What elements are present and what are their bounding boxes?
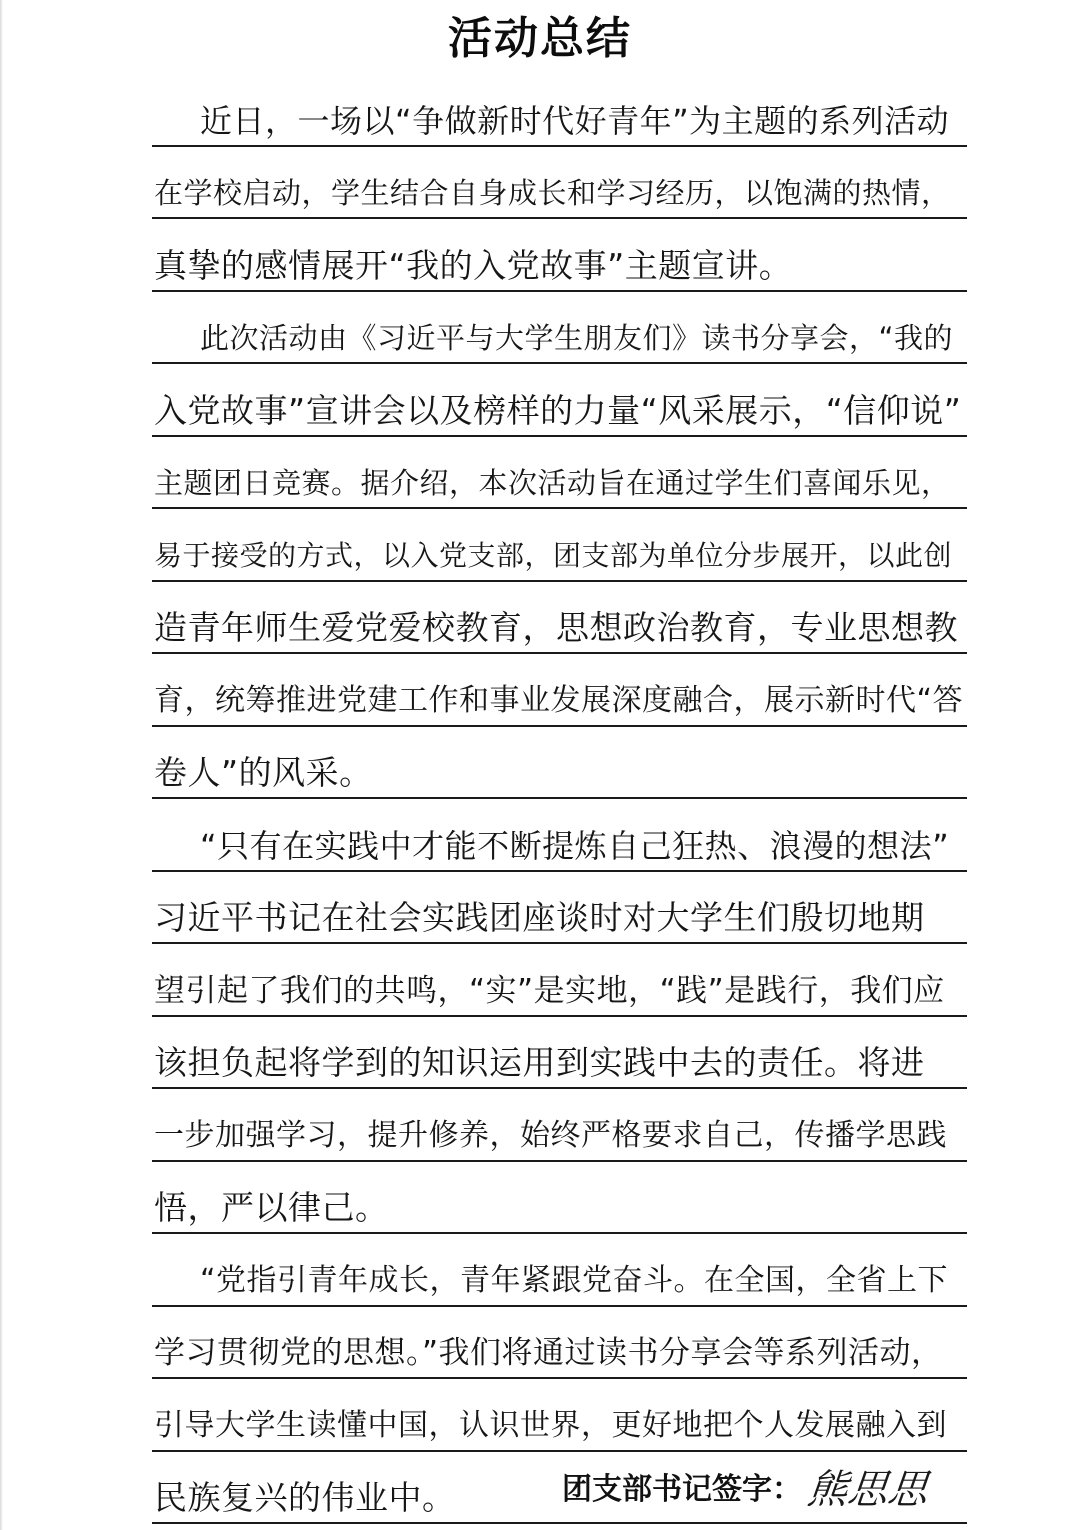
ruled-line	[152, 437, 967, 510]
handwritten-line: 在学校启动，学生结合自身成长和学习经历，以饱满的热情，	[154, 176, 951, 210]
handwritten-line: 卷人”的风采。	[154, 753, 373, 792]
page-title: 活动总结	[448, 13, 632, 64]
ruled-line	[152, 1017, 967, 1090]
signature-block	[562, 1456, 931, 1516]
ruled-line	[152, 654, 967, 727]
ruled-line	[152, 509, 967, 582]
handwritten-body	[152, 74, 967, 1524]
ruled-line	[152, 872, 967, 945]
signature-label: 团支部书记签字：	[562, 1472, 802, 1507]
ruled-line	[152, 1162, 967, 1235]
handwritten-line: 真挚的感情展开“我的入党故事”主题宣讲。	[154, 245, 793, 285]
handwritten-line: “只有在实践中才能不断提炼自己狂热、浪漫的想法”	[200, 826, 950, 865]
ruled-line	[152, 727, 967, 800]
handwritten-line: 引导大学生读懂中国，认识世界，更好地把个人发展融入到	[154, 1407, 947, 1443]
ruled-line	[152, 1379, 967, 1452]
handwritten-line: 育，统筹推进党建工作和事业发展深度融合，展示新时代“答	[154, 682, 964, 718]
handwritten-line: 一步加强学习，提升修养，始终严格要求自己，传播学思践	[154, 1117, 947, 1153]
handwritten-line: 造青年师生爱党爱校教育，思想政治教育，专业思想教	[154, 608, 958, 647]
scan-edge-shadow	[0, 0, 3, 1530]
handwritten-line: 望引起了我们的共鸣，“实”是实地，“践”是践行，我们应	[154, 972, 945, 1009]
ruled-line	[152, 1307, 967, 1380]
handwritten-signature: 熊思思	[805, 1466, 931, 1513]
handwritten-line: 入党故事”宣讲会以及榜样的力量“风采展示，“信仰说”	[154, 390, 962, 430]
handwritten-line: 易于接受的方式，以入党支部，团支部为单位分步展开，以此创	[154, 538, 953, 572]
handwritten-line: 民族复兴的伟业中。	[154, 1478, 456, 1517]
ruled-line	[152, 1234, 967, 1307]
handwritten-line: 此次活动由《习近平与大学生朋友们》读书分享会，“我的	[200, 321, 954, 355]
handwritten-line: 主题团日竞赛。据介绍，本次活动旨在通过学生们喜闻乐见，	[154, 466, 951, 500]
ruled-line	[152, 1089, 967, 1162]
ruled-line	[152, 74, 967, 147]
ruled-line	[152, 582, 967, 655]
ruled-line	[152, 799, 967, 872]
handwritten-line: 习近平书记在社会实践团座谈时对大学生们殷切地期	[154, 898, 925, 937]
ruled-line	[152, 147, 967, 220]
ruled-line	[152, 219, 967, 292]
ruled-line	[152, 292, 967, 365]
ruled-line	[152, 364, 967, 437]
handwritten-line: 学习贯彻党的思想。”我们将通过读书分享会等系列活动，	[154, 1335, 943, 1371]
handwritten-line: 近日，一场以“争做新时代好青年”为主题的系列活动	[200, 101, 950, 140]
ruled-line	[152, 944, 967, 1017]
handwritten-line: 该担负起将学到的知识运用到实践中去的责任。将进	[154, 1043, 925, 1082]
handwritten-line: 悟，严以律己。	[154, 1188, 389, 1227]
handwritten-line: “党指引青年成长，青年紧跟党奋斗。在全国，全省上下	[200, 1262, 949, 1298]
